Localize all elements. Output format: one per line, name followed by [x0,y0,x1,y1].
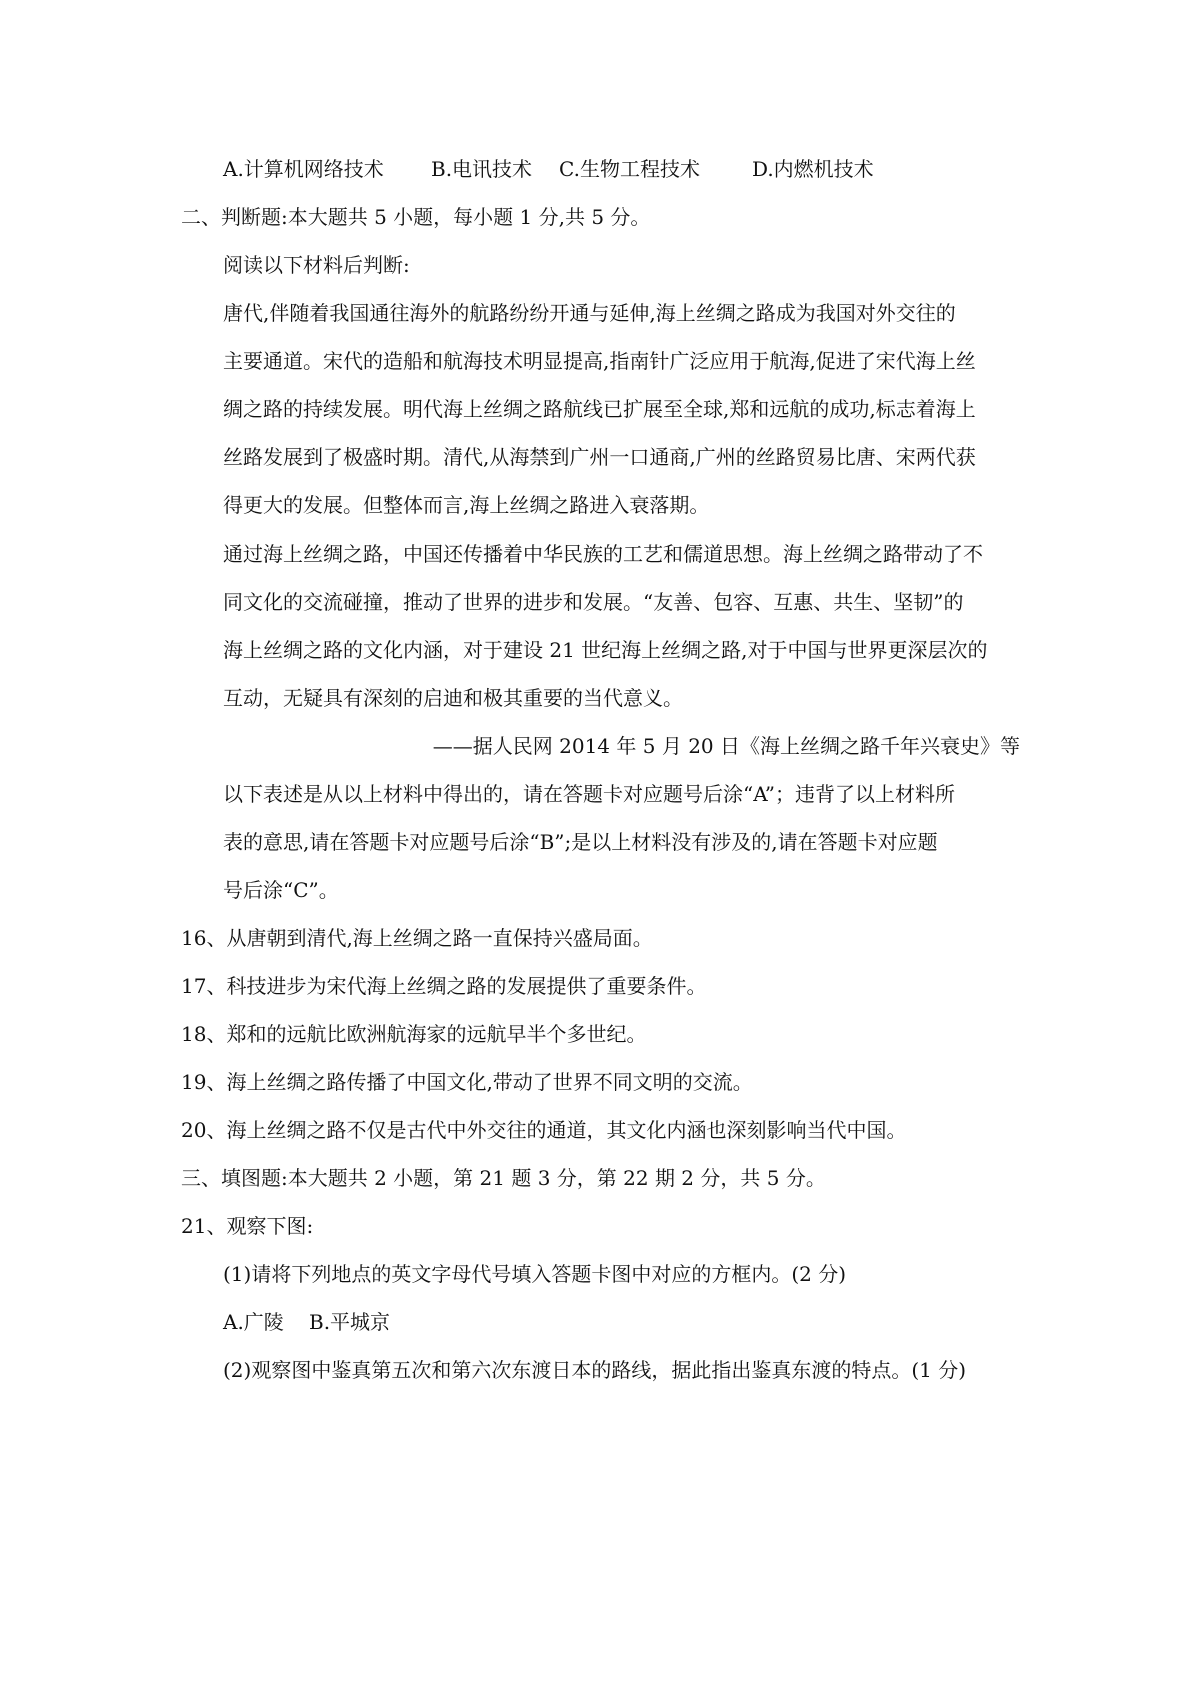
material-para2-line: 同文化的交流碰撞，推动了世界的进步和发展。“友善、包容、互惠、共生、坚韧”的 [223,590,964,614]
material-source: ——据人民网 2014 年 5 月 20 日《海上丝绸之路千年兴衰史》等 [432,734,1020,758]
option-d: D.内燃机技术 [752,157,874,181]
question-21-part-1-options [223,1308,390,1336]
option-b: B.平城京 [309,1310,391,1334]
material-para1-line: 唐代,伴随着我国通往海外的航路纷纷开通与延伸,海上丝绸之路成为我国对外交往的 [223,301,956,325]
section2-heading: 二、判断题:本大题共 5 小题，每小题 1 分,共 5 分。 [181,205,651,229]
question-item-17: 17、科技进步为宋代海上丝绸之路的发展提供了重要条件。 [181,974,707,998]
section3-heading: 三、填图题:本大题共 2 小题，第 21 题 3 分，第 22 期 2 分，共 5 分。 [181,1166,826,1190]
material-para1-line: 丝路发展到了极盛时期。清代,从海禁到广州一口通商,广州的丝路贸易比唐、宋两代获 [223,445,976,469]
instruction-line: 号后涂“C”。 [223,878,339,902]
question-21-part-2: (2)观察图中鉴真第五次和第六次东渡日本的路线，据此指出鉴真东渡的特点。(1 分) [223,1358,967,1382]
question-item-18: 18、郑和的远航比欧洲航海家的远航早半个多世纪。 [181,1022,647,1046]
material-para2-line: 通过海上丝绸之路，中国还传播着中华民族的工艺和儒道思想。海上丝绸之路带动了不 [223,542,983,566]
material-para2-line: 互动，无疑具有深刻的启迪和极其重要的当代意义。 [223,686,683,710]
question-item-19: 19、海上丝绸之路传播了中国文化,带动了世界不同文明的交流。 [181,1070,753,1094]
instruction-line: 以下表述是从以上材料中得出的，请在答题卡对应题号后涂“A”；违背了以上材料所 [223,782,955,806]
material-para1-line: 得更大的发展。但整体而言,海上丝绸之路进入衰落期。 [223,493,710,517]
material-intro: 阅读以下材料后判断: [223,253,410,277]
question-21-part-1: (1)请将下列地点的英文字母代号填入答题卡图中对应的方框内。(2 分) [223,1262,847,1286]
instruction-line: 表的意思,请在答题卡对应题号后涂“B”;是以上材料没有涉及的,请在答题卡对应题 [223,830,938,854]
material-para1-line: 主要通道。宋代的造船和航海技术明显提高,指南针广泛应用于航海,促进了宋代海上丝 [223,349,976,373]
material-para1-line: 绸之路的持续发展。明代海上丝绸之路航线已扩展至全球,郑和远航的成功,标志着海上 [223,397,976,421]
option-a: A.计算机网络技术 [223,157,384,181]
prev-question-options [223,155,874,183]
question-item-16: 16、从唐朝到清代,海上丝绸之路一直保持兴盛局面。 [181,926,653,950]
option-b: B.电讯技术 [431,157,533,181]
question-item-20: 20、海上丝绸之路不仅是古代中外交往的通道，其文化内涵也深刻影响当代中国。 [181,1118,907,1142]
question-21: 21、观察下图: [181,1214,314,1238]
material-para2-line: 海上丝绸之路的文化内涵，对于建设 21 世纪海上丝绸之路,对于中国与世界更深层次的 [223,638,988,662]
option-a: A.广陵 [223,1310,284,1334]
option-c: C.生物工程技术 [559,157,700,181]
